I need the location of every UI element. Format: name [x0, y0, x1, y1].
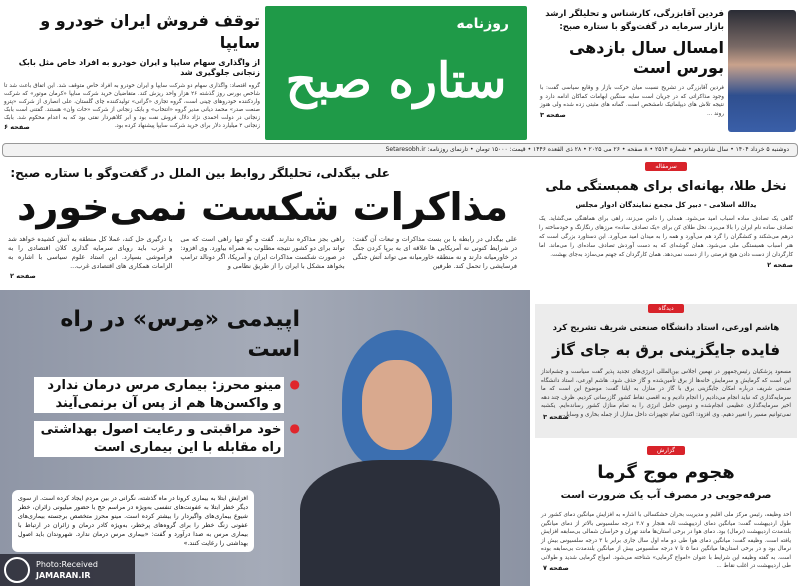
date-bar: دوشنبه ۵ خرداد ۱۴۰۴ • سال شانزدهم • شماره ۲۵۱۴ • ۸ صفحه • ۲۶ می ۲۰۲۵ • ۲۸ ذی القعده ۱۴۴۶ • قیمت: ۱۵۰۰۰ تومان • تارنمای روزنامه: Setaresobh.ir	[2, 143, 798, 157]
viewpoint-headline[interactable]: فایده جایگزینی برق به جای گاز	[551, 341, 781, 359]
woman-figure	[300, 330, 500, 586]
top-left-body: گروه اقتصاد: واگذاری سهام دو شرکت سایپا و ایران خودرو به افراد خاص متوقف شد. این اتفاق باعث شد تا شاخص بورس روز گذشته ۲۶ هزار واحد ریزش کند. متقاضیان خرید شرکت سایپا «کرمان موتور» که شرکت واردکننده خودروهای چینی است، گروه تجاری «گرانی» تولیدکننده چای گلستان، علی انصاری از شرکت «پترو صنعت صدر» محمد دیانی مدیر گروه «انتخاب» و بابک زنجانی از شرکت «خات وان» هستند. گفتنی است بابک زنجانی در دولت احمدی نژاد دلال فروش نفت بود و ابر کلاهبردار نفتی بود که به اعدام محکوم شد. بابک زنجانی ۲ میلیارد دلار برای خرید شرکت سایپا پیشنهاد کرده بود.	[4, 83, 260, 129]
editorial	[535, 158, 797, 270]
viewpoint-body: مسعود پزشکیان رئیس‌جمهور در نهمین اجلاس بین‌المللی انرژی‌های تجدید پذیر گفت سیاست و چشم‌انداز این است که گرمایش و سرمایش خانه‌ها از برق تأمین‌شده و گاز حذف شود. هاشم اورعی، استاد دانشگاه صنعتی شریف درباره امکان جایگزینی برق با گاز در منازل به ایلنا گفت: موضوع این است که ما سرمایه‌گذاری که نباید انجام می‌دادیم را انجام دادیم و به اقصی نقاط کشور گازرسانی کردیم. ظرف چند دهه اخیر سرمایه‌گذاری عظیمی انجام‌شده و دومین حامل انرژی را به تمام منازل کشور رسانده‌ایم. یکشبه نمی‌توانیم مسیر را تغییر دهیم. وی افزود: اکنون تمام تجهیزات داخل منازل از جمله بخاری و وسایل...	[541, 369, 791, 418]
top-right-headline[interactable]: امسال سال بازدهی بورس است	[568, 38, 724, 77]
viewpoint-tag: دیدگاه	[648, 304, 683, 313]
page-ref[interactable]: صفحه ۳	[543, 413, 569, 421]
credit-site: JAMARAN.IR	[36, 571, 91, 580]
top-left-story	[4, 10, 260, 132]
logo-small-text: روزنامه	[456, 16, 509, 32]
top-right-body: فردین آقابزرگی در تشریح نسبت میان حرکت بازار و وقایع سیاسی گفت: با وجود مذاکراتی که در جریان است سایه سنگین ابهامات کماکان ادامه دارد و نتیجه تلاش های دیپلماتیک نامشخص است. گمانه های مثبتی زده شده ولی هنوز روند ...	[540, 85, 724, 117]
page-ref[interactable]: صفحه ۳	[540, 111, 566, 119]
page-ref[interactable]: صفحه ۷	[543, 564, 569, 572]
lead-headline[interactable]: مذاکرات شکست نمی‌خورد	[16, 185, 509, 229]
report-subhead: صرفه‌جویی در مصرف آب یک ضرورت است	[560, 490, 772, 501]
viewpoint-kicker: هاشم اورعی، استاد دانشگاه صنعتی شریف تشریح کرد	[552, 323, 780, 333]
report-article	[535, 442, 797, 573]
bullet-icon: ●	[289, 377, 300, 391]
portrait-photo	[728, 10, 796, 132]
page-ref[interactable]: صفحه ۲	[10, 272, 36, 280]
lead-columns	[0, 235, 525, 271]
lead-column: یا درگیری حل کند، عملا کل منطقه به آتش کشیده خواهد شد و غرب باید رویای سرمایه گذاری کلان اقتصادی را به فراموشی بسپارد. این استاد علوم سیاسی با اشاره به الزامات همکاری های اقتصادی غرب...	[8, 235, 173, 270]
lead-column: علی بیگدلی در رابطه با بن بست مذاکرات و تبعات آن گفت: در شرایط کنونی نه آمریکایی ها علاقه ای به برپا کردن جنگ در خاورمیانه دارند و نه منطقه خاورمیانه می تواند آتش جنگی فرسایشی را تحمل کند. طرفین	[352, 235, 517, 270]
top-left-subhead: از واگذاری سهام سایپا و ایران خودرو به افراد خاص مثل بابک زنجانی جلوگیری شد	[18, 58, 260, 77]
feature-headline[interactable]: اپیدمی «مِرس» در راه است	[60, 307, 300, 362]
report-headline[interactable]: هجوم موج گرما	[597, 462, 735, 483]
feature-text-box: افزایش ابتلا به بیماری کرونا در ماه گذشته، نگرانی در بین مردم ایجاد کرده است. از سوی دیگر خطر ابتلا به عفونت‌های تنفسی به‌ویژه در مراسم حج با حضور میلیونی زائران، خطر شیوع بیماری‌های واگیردار را بیشتر کرده است. مینو محرز متخصص برجسته بیماری‌های عفونی زنگ خطر را برای گروه‌های پرخطر، به‌ویژه کادر درمان و زائران در ارتباط با بیماری مرس به صدا درآورد و گفت: «بیماری مرس درمان ندارد. شهروندان باید اصول بهداشتی را رعایت کنند.»	[12, 490, 254, 552]
top-right-kicker: فردین آقابزرگی، کارشناس و تحلیلگر ارشد بازار سرمایه در گفت‌وگو با ستاره صبح:	[545, 9, 724, 32]
feature-story	[10, 305, 300, 457]
lead-kicker: علی بیگدلی، تحلیلگر روابط بین الملل در گفت‌وگو با ستاره صبح:	[10, 166, 390, 180]
report-tag: گزارش	[647, 446, 685, 455]
lead-story	[0, 160, 525, 281]
page-ref[interactable]: صفحه ۲	[767, 261, 793, 269]
editorial-tag: سرمقاله	[645, 162, 686, 171]
logo-text: ستاره صبح	[285, 53, 507, 109]
bullet-icon: ●	[289, 421, 300, 435]
viewpoint-article	[535, 304, 797, 438]
newspaper-logo	[265, 6, 527, 140]
top-right-story	[540, 8, 724, 120]
editorial-body: گاهی یک تصادف ساده اسباب امید می‌شود. همدلی را دامن می‌زند، راهی برای هماهنگی می‌گشاید. یک تصادف ساده نام ایران را بالا می‌برد. نخل طلای کن برای «یک تصادف ساده» مرزهای رنگارنگ و خودساخته را درهم می‌شکند و کنشگران را گرد هم می‌آورد و همه را به میدان امید می‌آورد. این دستاورد بزرگی است که هنر اسباب همبستگی ملی می‌شود. همان گوشه‌ای که به دست آوردش تصادف ساده‌ای را می‌ماند. اما کارگردان از دست دادن هیچ فرصتی را از دست نمی‌دهد. همان کارگردان که جهنم می‌سازد به‌جای بهشت.	[539, 216, 793, 258]
report-body: احد وظیفه، رئیس مرکز ملی اقلیم و مدیریت بحران خشکسالی با اشاره به افزایش میانگین دمای کشور در طول اردیبهشت گفت: میانگین دمای اردیبهشت ثابه هنجار و ۳.۷ درجه سلسیوس بالاتر از دمای میانگین بلندمدت اردیبهشت (نرمال) بود. دمای هوا در برخی استان‌ها مانند تهران و خراسان شمالی بی‌سابقه افزایش یافته است. وظیفه گفت: میانگین دمای هوا طی دو ماه اول سال جاری برابر با ۳ درجه سلسیوس بیش از نرمال بود و در برخی استان‌ها میانگین دما ۵ تا ۷ درجه سلسیوس بیش از میانگین بلندمدت بی‌سابقه بوده است. به گفته وظیفه این شرایط با عنوان «امواج گرمایی» شناخته می‌شود. امواج گرمایی شدید و طولانی طی اردیبهشت در اغلب نقاط ...	[541, 512, 792, 569]
credit-line: Photo:Received	[36, 560, 98, 569]
jamaran-logo-icon	[4, 557, 30, 583]
lead-column: راهی بجز مذاکره ندارند. گفت و گو تنها راهی است که می تواند برای دو کشور نتیجه مطلوب به همراه بیاورد. وی افزود: در صورت شکست مذاکرات ایران و آمریکا، اگر دونالد ترامپ بخواهد مشکل با ایران را از طریق نظامی و	[180, 235, 345, 270]
feature-bullet: ● مینو محرز: بیماری مرس درمان ندارد و واکسن‌ها هم از پس آن برنمی‌آیند	[10, 377, 300, 413]
editorial-headline[interactable]: نخل طلا، بهانه‌ای برای همبستگی ملی	[545, 179, 787, 194]
editorial-byline: یدالله اسلامی - دبیر کل مجمع نمایندگان ادوار مجلس	[575, 201, 757, 209]
page-ref[interactable]: صفحه ۶	[4, 123, 30, 131]
feature-bullet: ● خود مراقبتی و رعایت اصول بهداشتی راه مقابله با این بیماری است	[10, 421, 300, 457]
top-left-headline[interactable]: توقف فروش ایران خودرو و سایپا	[40, 11, 260, 52]
photo-credit	[0, 554, 135, 586]
